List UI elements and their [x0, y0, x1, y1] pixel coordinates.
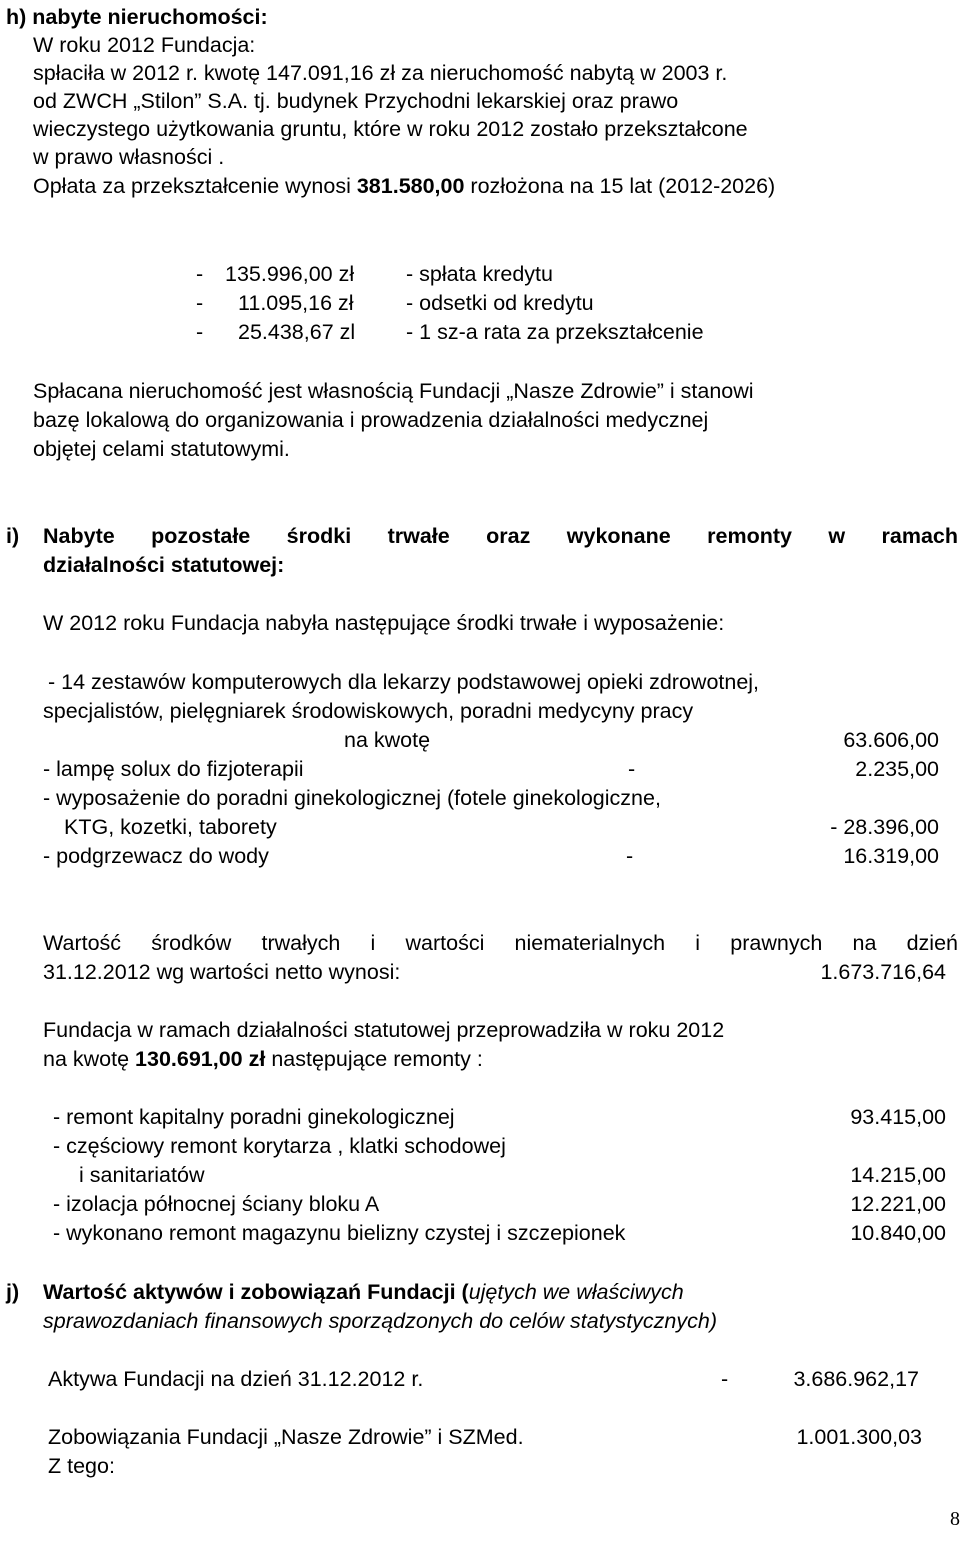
section-h-line: wieczystego użytkowania gruntu, które w roku 2012 zostało przekształcone — [33, 117, 748, 141]
asset-item-computers: - 14 zestawów komputerowych dla lekarzy podstawowej opieki zdrowotnej, — [48, 670, 760, 694]
property-paragraph-line: bazę lokalową do organizowania i prowadzenia działalności medycznej — [33, 408, 709, 432]
fee-amount: 381.580,00 — [356, 174, 465, 198]
asset-item-heater: - podgrzewacz do wody — [43, 844, 269, 868]
asset-item-computers-amount-label: na kwotę — [344, 728, 431, 752]
assets-total-label: Aktywa Fundacji na dzień 31.12.2012 r. — [48, 1367, 424, 1391]
fee-prefix: Opłata za przekształcenie wynosi — [33, 174, 357, 198]
renovations-total-line — [43, 1046, 483, 1072]
payment-amount: 135.996,00 zł — [225, 262, 355, 286]
section-j-heading-cont: sprawozdaniach finansowych sporządzonych do celów statystycznych) — [43, 1309, 717, 1333]
property-paragraph-line: Spłacana nieruchomość jest własnością Fundacji „Nasze Zdrowie” i stanowi — [33, 379, 754, 403]
section-h-line: od ZWCH „Stilon” S.A. tj. budynek Przychodni lekarskiej oraz prawo — [33, 89, 679, 113]
payment-desc: - 1 sz-a rata za przekształcenie — [406, 320, 704, 344]
payment-dash: - — [196, 262, 204, 286]
asset-dash: - — [628, 757, 636, 781]
renovation-amount: 10.840,00 — [850, 1221, 946, 1245]
section-i-letter: i) — [6, 524, 20, 548]
asset-dash: - — [626, 844, 634, 868]
net-value-amount: 1.673.716,64 — [820, 960, 946, 984]
renovation-amount: 12.221,00 — [850, 1192, 946, 1216]
asset-item-gyn: - wyposażenie do poradni ginekologicznej (fotele ginekologiczne, — [43, 786, 661, 810]
section-j-letter: j) — [6, 1280, 20, 1304]
asset-item-lamp: - lampę solux do fizjoterapii — [43, 757, 304, 781]
section-h-heading: h) nabyte nieruchomości: — [6, 5, 268, 29]
renovations-total-suffix: następujące remonty : — [265, 1047, 483, 1071]
property-paragraph-line: objętej celami statutowymi. — [33, 437, 290, 461]
renovation-item: - wykonano remont magazynu bielizny czystej i szczepionek — [53, 1221, 626, 1245]
payment-amount: 25.438,67 zl — [238, 320, 356, 344]
renovations-intro: Fundacja w ramach działalności statutowej przeprowadziła w roku 2012 — [43, 1018, 725, 1042]
renovation-amount: 14.215,00 — [850, 1163, 946, 1187]
renovation-item: - izolacja północnej ściany bloku A — [53, 1192, 380, 1216]
section-i-heading-cont: działalności statutowej: — [43, 553, 285, 577]
payment-desc: - odsetki od kredytu — [406, 291, 594, 315]
section-h-line: w prawo własności . — [33, 145, 225, 169]
payment-dash: - — [196, 291, 204, 315]
assets-intro: W 2012 roku Fundacja nabyła następujące środki trwałe i wyposażenie: — [43, 611, 725, 635]
assets-total-dash: - — [721, 1367, 729, 1391]
assets-total-amount: 3.686.962,17 — [793, 1367, 919, 1391]
section-h-line: spłaciła w 2012 r. kwotę 147.091,16 zł za nieruchomość nabytą w 2003 r. — [33, 61, 728, 85]
asset-amount: - 28.396,00 — [830, 815, 939, 839]
section-j-heading — [43, 1279, 684, 1305]
page-number: 8 — [950, 1508, 960, 1530]
asset-amount: 63.606,00 — [843, 728, 939, 752]
asset-item-computers-cont: specjalistów, pielęgniarek środowiskowych, poradni medycyny pracy — [43, 699, 694, 723]
asset-item-gyn-cont: KTG, kozetki, taborety — [64, 815, 277, 839]
section-h-line: W roku 2012 Fundacja: — [33, 33, 256, 57]
asset-amount: 2.235,00 — [855, 757, 939, 781]
renovation-item: - remont kapitalny poradni ginekologicznej — [53, 1105, 455, 1129]
renovation-amount: 93.415,00 — [850, 1105, 946, 1129]
section-j-heading-italic: ujętych we właściwych — [468, 1280, 684, 1304]
liabilities-amount: 1.001.300,03 — [796, 1425, 922, 1449]
net-value-line: Wartość środków trwałych i wartości niematerialnych i prawnych na dzień — [43, 931, 958, 955]
renovations-total-prefix: na kwotę — [43, 1047, 136, 1071]
payment-desc: - spłata kredytu — [406, 262, 553, 286]
renovation-item: - częściowy remont korytarza , klatki schodowej — [53, 1134, 506, 1158]
section-j-heading-bold: Wartość aktywów i zobowiązań Fundacji ( — [43, 1280, 469, 1304]
net-value-line-cont: 31.12.2012 wg wartości netto wynosi: — [43, 960, 401, 984]
asset-amount: 16.319,00 — [843, 844, 939, 868]
payment-dash: - — [196, 320, 204, 344]
fee-suffix: rozłożona na 15 lat (2012-2026) — [464, 174, 776, 198]
renovation-item-cont: i sanitariatów — [79, 1163, 205, 1187]
payment-amount: 11.095,16 zł — [238, 291, 354, 315]
renovations-total-amount: 130.691,00 zł — [135, 1047, 266, 1071]
liabilities-label: Zobowiązania Fundacji „Nasze Zdrowie” i SZMed. — [48, 1425, 524, 1449]
liabilities-of-which: Z tego: — [48, 1454, 115, 1478]
fee-line — [33, 173, 775, 199]
section-i-heading: Nabyte pozostałe środki trwałe oraz wykonane remonty w ramach — [43, 524, 958, 548]
